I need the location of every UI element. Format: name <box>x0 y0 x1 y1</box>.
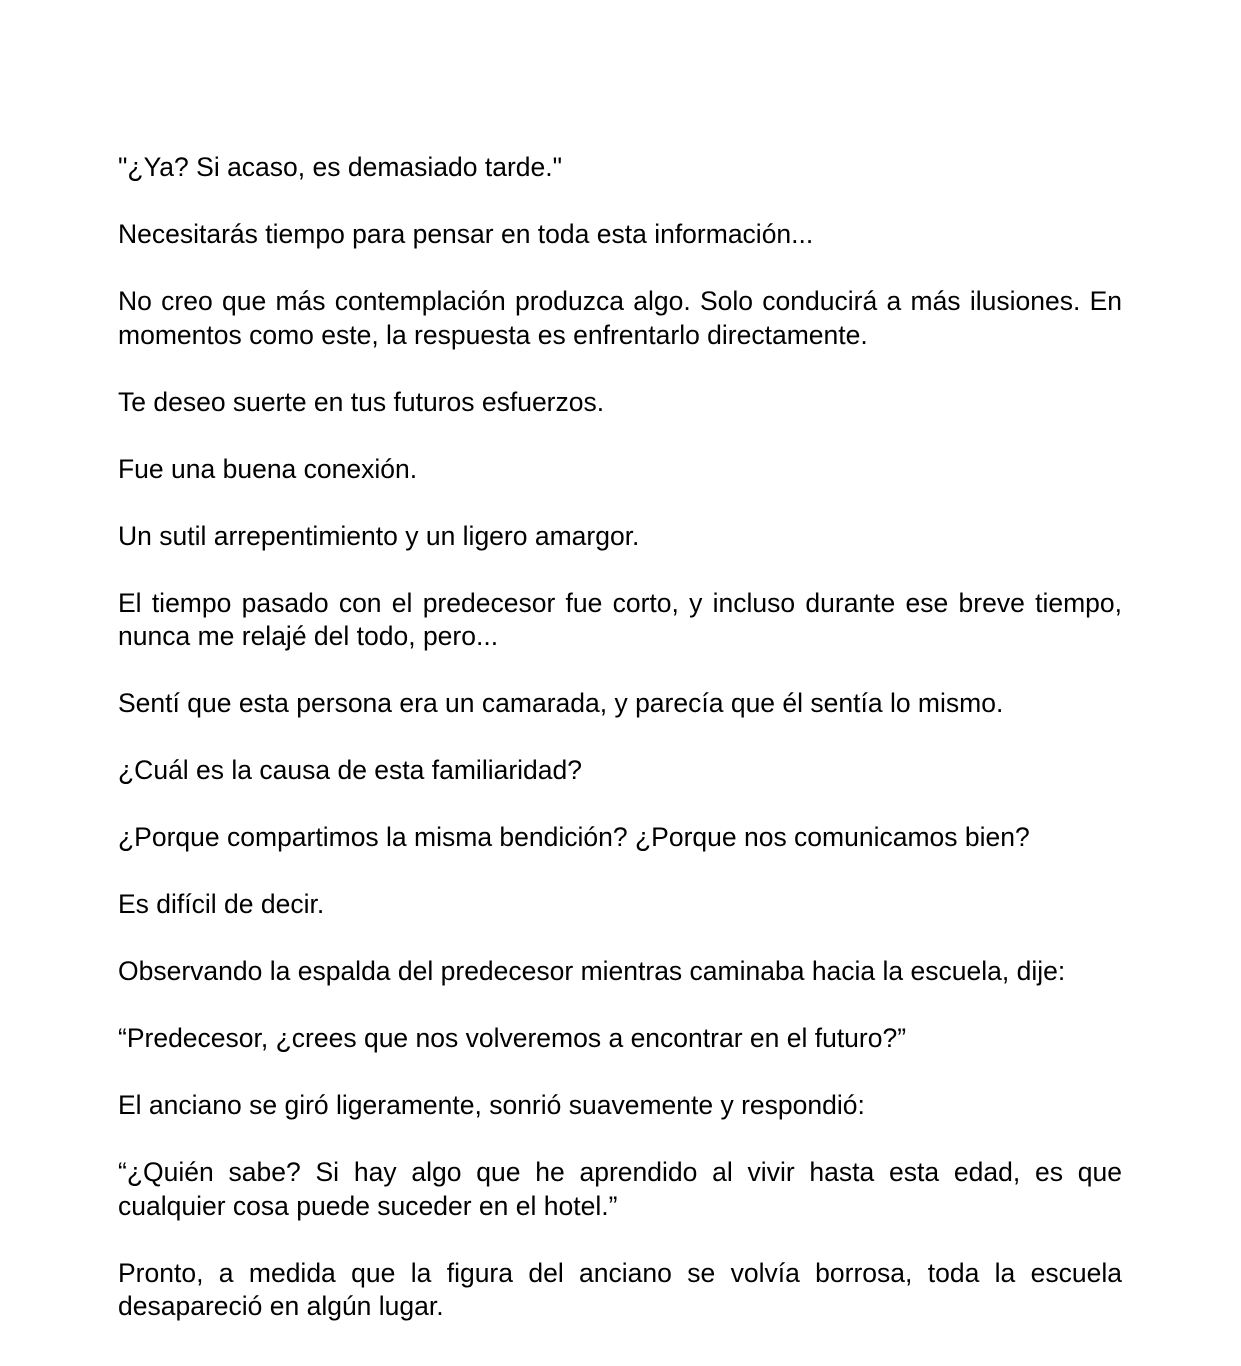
paragraph: Fue una buena conexión. <box>118 453 418 484</box>
paragraph: ¿Porque compartimos la misma bendición? ¿Porque nos comunicamos bien? <box>118 822 1030 852</box>
paragraph: "¿Ya? Si acaso, es demasiado tarde." <box>118 152 563 182</box>
paragraph: El tiempo pasado con el predecesor fue corto, y incluso durante ese breve tiempo, nunca me relajé del todo, pero... <box>118 587 1122 651</box>
paragraph: El anciano se giró ligeramente, sonrió suavemente y respondió: <box>118 1090 865 1120</box>
paragraph: ¿Cuál es la causa de esta familiaridad? <box>118 755 582 785</box>
paragraph: Te deseo suerte en tus futuros esfuerzos. <box>118 386 605 417</box>
paragraph: Pronto, a medida que la figura del anciano se volvía borrosa, toda la escuela desapareció en algún lugar. <box>118 1257 1122 1321</box>
paragraph: Observando la espalda del predecesor mientras caminaba hacia la escuela, dije: <box>118 956 1066 986</box>
paragraph: Sentí que esta persona era un camarada, y parecía que él sentía lo mismo. <box>118 688 1004 718</box>
paragraph: No creo que más contemplación produzca algo. Solo conducirá a más ilusiones. En momentos como este, la respuesta es enfrentarlo directamente. <box>118 286 1122 350</box>
paragraph: Un sutil arrepentimiento y un ligero amargor. <box>118 520 640 551</box>
paragraph: “¿Quién sabe? Si hay algo que he aprendido al vivir hasta esta edad, es que cualquier cosa puede suceder en el hotel.” <box>118 1157 1122 1221</box>
paragraph: Es difícil de decir. <box>118 889 325 919</box>
paragraph: “Predecesor, ¿crees que nos volveremos a encontrar en el futuro?” <box>118 1023 907 1053</box>
body-text <box>118 151 1122 1357</box>
paragraph: Necesitarás tiempo para pensar en toda esta información... <box>118 219 814 249</box>
